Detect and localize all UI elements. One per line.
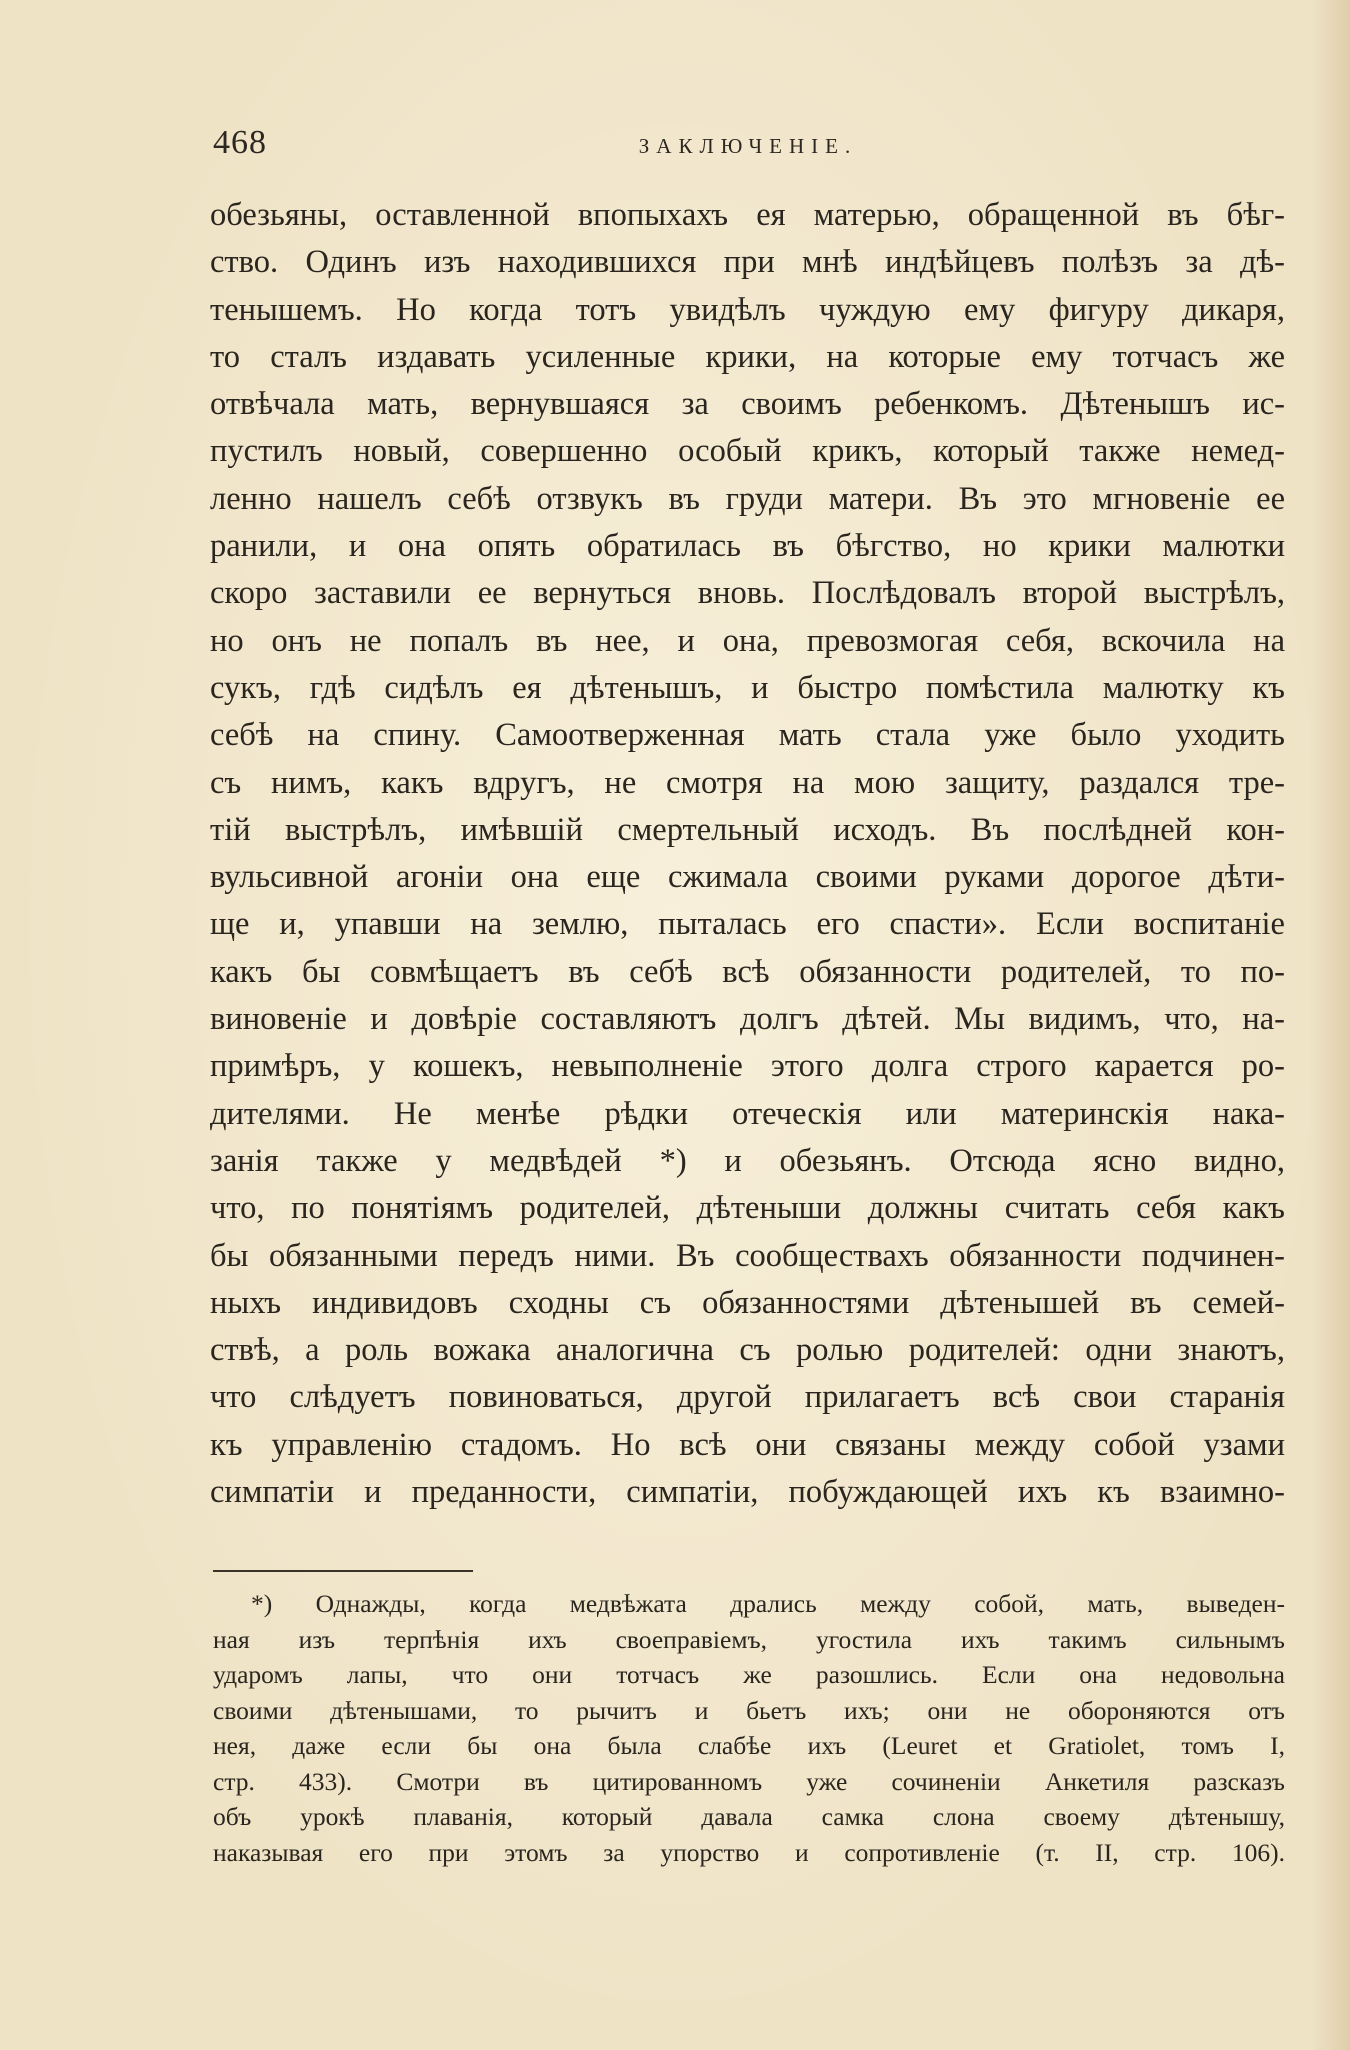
- body-text: [210, 192, 1285, 1516]
- text-line: бы обязанными передъ ними. Въ сообществахъ обязанности подчинен-: [210, 1237, 1285, 1274]
- page-number: 468: [213, 124, 267, 161]
- text-line: себѣ на спину. Самоотверженная мать стала уже было уходить: [210, 717, 1285, 754]
- text-line: дителями. Не менѣе рѣдки отеческія или материнскія нака-: [210, 1095, 1285, 1132]
- text-line: что слѣдуетъ повиноваться, другой прилагаетъ всѣ свои старанія: [210, 1379, 1285, 1416]
- footnote-line: ная изъ терпѣнія ихъ своеправіемъ, угостила ихъ такимъ сильнымъ: [213, 1624, 1285, 1654]
- footnote-line: стр. 433). Смотри въ цитированномъ уже сочиненіи Анкетиля разсказъ: [213, 1766, 1285, 1796]
- page-edge-shadow: [1310, 0, 1350, 2050]
- text-line: примѣръ, у кошекъ, невыполненіе этого долга строго карается ро-: [210, 1048, 1285, 1085]
- footnote-divider: [213, 1570, 473, 1572]
- text-line: съ нимъ, какъ вдругъ, не смотря на мою защиту, раздался тре-: [210, 764, 1285, 801]
- text-line: ство. Одинъ изъ находившихся при мнѣ индѣйцевъ полѣзъ за дѣ-: [210, 244, 1285, 281]
- running-head: [213, 118, 1283, 178]
- text-line: отвѣчала мать, вернувшаяся за своимъ ребенкомъ. Дѣтенышъ ис-: [210, 386, 1285, 423]
- footnote-line: объ урокѣ плаванія, который давала самка слона своему дѣтенышу,: [213, 1802, 1285, 1831]
- text-line: ранили, и она опять обратилась въ бѣгство, но крики малютки: [210, 528, 1285, 565]
- text-line: сукъ, гдѣ сидѣлъ ея дѣтенышъ, и быстро помѣстила малютку къ: [210, 669, 1285, 706]
- text-line: тенышемъ. Но когда тотъ увидѣлъ чуждую ему фигуру дикаря,: [210, 291, 1285, 328]
- footnote-line: *) Однажды, когда медвѣжата дрались между собой, мать, выведен-: [251, 1589, 1285, 1618]
- text-line: занія также у медвѣдей *) и обезьянъ. Отсюда ясно видно,: [210, 1142, 1285, 1179]
- text-line: ныхъ индивидовъ сходны съ обязанностями дѣтенышей въ семей-: [210, 1284, 1285, 1321]
- text-line: виновеніе и довѣріе составляютъ долгъ дѣтей. Мы видимъ, что, на-: [210, 1001, 1285, 1038]
- text-line: пустилъ новый, совершенно особый крикъ, который также немед-: [210, 433, 1285, 470]
- text-line: ствѣ, а роль вожака аналогична съ ролью родителей: одни знаютъ,: [210, 1332, 1285, 1369]
- footnote: [213, 1586, 1285, 1870]
- text-line: къ управленію стадомъ. Но всѣ они связаны между собой узами: [210, 1426, 1285, 1463]
- footnote-line: наказывая его при этомъ за упорство и сопротивленіе (т. II, стр. 106).: [213, 1837, 1285, 1867]
- text-line: ленно нашелъ себѣ отзвукъ въ груди матери. Въ это мгновеніе ее: [210, 480, 1285, 517]
- text-line: то сталъ издавать усиленные крики, на которые ему тотчасъ же: [210, 338, 1285, 375]
- text-line: симпатіи и преданности, симпатіи, побуждающей ихъ къ взаимно-: [210, 1474, 1285, 1511]
- text-line: какъ бы совмѣщаетъ въ себѣ всѣ обязанности родителей, то по-: [210, 953, 1285, 990]
- footnote-line: нея, даже если бы она была слабѣе ихъ (Leuret et Gratiolet, томъ I,: [213, 1731, 1285, 1760]
- footnote-line: своими дѣтенышами, то рычитъ и бьетъ ихъ; они не обороняются отъ: [213, 1695, 1285, 1725]
- text-line: вульсивной агоніи она еще сжимала своими руками дорогое дѣти-: [210, 859, 1285, 896]
- text-line: ще и, упавши на землю, пыталась его спасти». Если воспитаніе: [210, 906, 1285, 943]
- text-line: тій выстрѣлъ, имѣвшій смертельный исходъ. Въ послѣдней кон-: [210, 811, 1285, 848]
- text-line: но онъ не попалъ въ нее, и она, превозмогая себя, вскочила на: [210, 622, 1285, 659]
- running-title: ЗАКЛЮЧЕНІЕ.: [638, 134, 858, 158]
- text-line: что, по понятіямъ родителей, дѣтеныши должны считать себя какъ: [210, 1190, 1285, 1227]
- text-line: обезьяны, оставленной впопыхахъ ея матерью, обращенной въ бѣг-: [210, 197, 1285, 233]
- text-line: скоро заставили ее вернуться вновь. Послѣдовалъ второй выстрѣлъ,: [210, 575, 1285, 612]
- footnote-line: ударомъ лапы, что они тотчасъ же разошлись. Если она недовольна: [213, 1660, 1285, 1689]
